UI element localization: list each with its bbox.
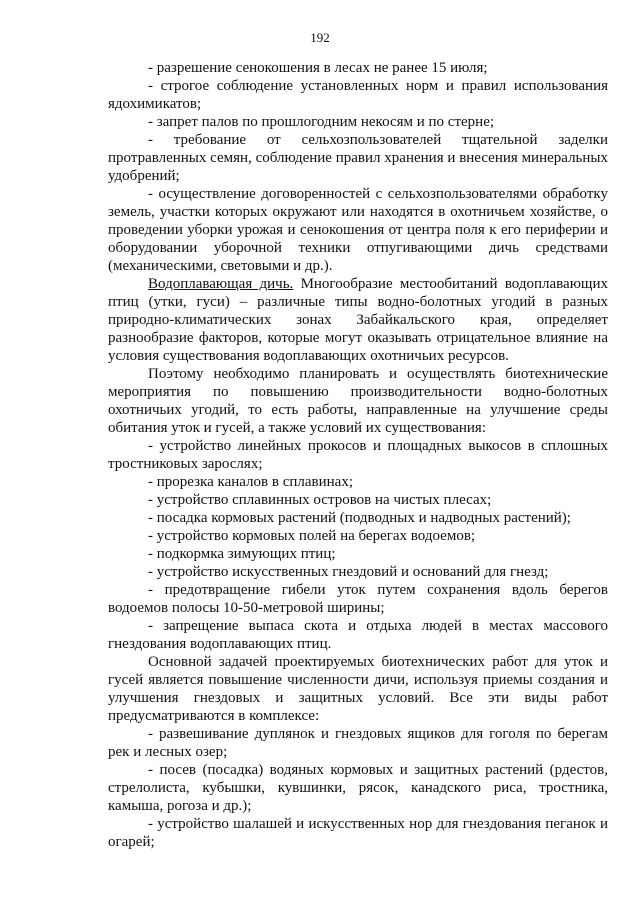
section-heading: Водоплавающая дичь. bbox=[148, 276, 294, 292]
document-body bbox=[108, 59, 608, 851]
paragraph: - требование от сельхозпользователей тщательной заделки протравленных семян, соблюдение правил хранения и внесения минеральных удобрений; bbox=[108, 132, 608, 184]
paragraph: - прорезка каналов в сплавинах; bbox=[148, 474, 353, 490]
paragraph: Поэтому необходимо планировать и осуществлять биотехнические мероприятия по повышению производительности водно-болотных охотничьих угодий, то есть работы, направленные на улучшение среды обитания уток и гусей, а также условий их существования: bbox=[108, 366, 608, 436]
paragraph: - устройство шалашей и искусственных нор для гнездования пеганок и огарей; bbox=[108, 816, 608, 850]
paragraph: - подкормка зимующих птиц; bbox=[148, 546, 336, 562]
section-paragraph: Водоплавающая дичь. Многообразие местообитаний водоплавающих птиц (утки, гуси) – различные типы водно-болотных угодий в разных природно-климатических зонах Забайкальского края, определяет разнообразие факторов, которые могут оказывать отрицательное влияние на условия существования водоплавающих охотничьих ресурсов. bbox=[108, 276, 608, 364]
paragraph: - посадка кормовых растений (подводных и надводных растений); bbox=[148, 510, 571, 526]
paragraph: - устройство кормовых полей на берегах водоемов; bbox=[148, 528, 476, 544]
paragraph: - разрешение сенокошения в лесах не ранее 15 июля; bbox=[148, 60, 488, 76]
paragraph: - устройство искусственных гнездовий и оснований для гнезд; bbox=[148, 564, 549, 580]
paragraph: - развешивание дуплянок и гнездовых ящиков для гоголя по берегам рек и лесных озер; bbox=[108, 726, 608, 760]
paragraph: - запрещение выпаса скота и отдыха людей в местах массового гнездования водоплавающих птиц. bbox=[108, 618, 608, 652]
paragraph: - устройство линейных прокосов и площадных выкосов в сплошных тростниковых зарослях; bbox=[108, 438, 608, 472]
paragraph: Основной задачей проектируемых биотехнических работ для уток и гусей является повышение численности дичи, используя приемы создания и улучшения гнездовых и защитных условий. Все эти виды работ предусматриваются в комплексе: bbox=[108, 654, 608, 724]
page-number: 192 bbox=[310, 30, 330, 45]
paragraph: - посев (посадка) водяных кормовых и защитных растений (рдестов, стрелолиста, кубышки, кувшинки, рясок, канадского риса, тростника, камыша, рогоза и др.); bbox=[108, 762, 608, 814]
paragraph: - устройство сплавинных островов на чистых плесах; bbox=[148, 492, 492, 508]
paragraph: - предотвращение гибели уток путем сохранения вдоль берегов водоемов полосы 10-50-метровой ширины; bbox=[108, 582, 608, 616]
paragraph: - строгое соблюдение установленных норм и правил использования ядохимикатов; bbox=[108, 78, 608, 112]
paragraph: - осуществление договоренностей с сельхозпользователями обработку земель, участки которых окружают или находятся в охотничьем хозяйстве, о проведении уборки урожая и сенокошения от центра поля к его периферии и оборудовании уборочной техники отпугивающими дичь средствами (механическими, световыми и др.). bbox=[108, 186, 608, 274]
paragraph: - запрет палов по прошлогодним некосям и по стерне; bbox=[148, 114, 495, 130]
